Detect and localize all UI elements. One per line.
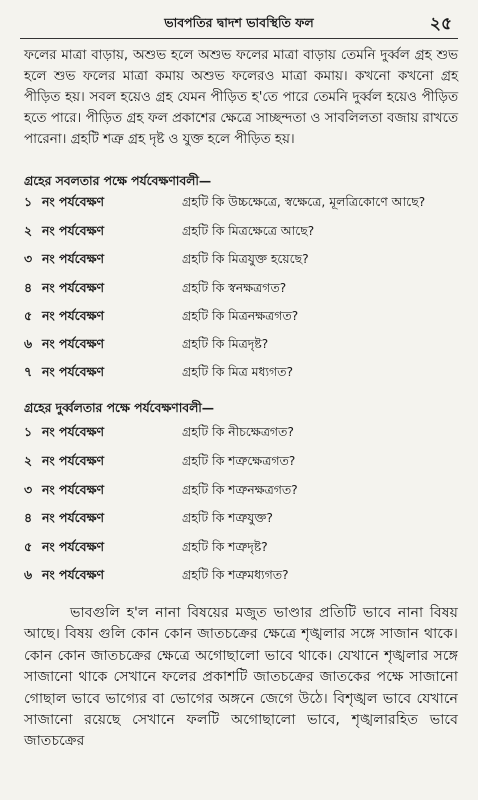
strength-heading: গ্রহের সবলতার পক্ষে পর্যবেক্ষণাবলী— xyxy=(24,174,212,188)
observation-number: ৪ xyxy=(24,279,33,295)
running-head: ভাবপতির দ্বাদশ ভাবস্থিতি ফল xyxy=(164,15,314,30)
observation-question: গ্রহটি কি স্বনক্ষত্রগত? xyxy=(182,279,287,295)
observation-label: নং পর্যবেক্ষণ xyxy=(42,279,104,295)
observation-number: ৫ xyxy=(24,538,33,554)
observation-row xyxy=(24,277,464,305)
observation-label: নং পর্যবেক্ষণ xyxy=(42,194,104,209)
observation-row xyxy=(24,479,464,508)
observation-label: নং পর্যবেক্ষণ xyxy=(42,364,104,380)
observation-question: গ্রহটি কি মিত্র মধ্যগত? xyxy=(182,364,294,380)
observation-number: ৬ xyxy=(24,567,33,583)
observation-question: গ্রহটি কি শত্রুমধ্যগত? xyxy=(182,567,289,583)
observation-question: গ্রহটি কি শত্রুনক্ষত্রগত? xyxy=(182,481,298,497)
observation-label: নং পর্যবেক্ষণ xyxy=(42,424,104,439)
observation-row xyxy=(24,248,464,276)
observation-number: ৩ xyxy=(24,251,33,267)
weakness-heading: গ্রহের দুর্ব্বলতার পক্ষে পর্যবেক্ষণাবলী— xyxy=(24,401,215,415)
observation-label: নং পর্যবেক্ষণ xyxy=(42,538,104,554)
observation-label: নং পর্যবেক্ষণ xyxy=(42,453,104,468)
observation-number: ৪ xyxy=(24,510,33,526)
observation-label: নং পর্যবেক্ষণ xyxy=(42,510,104,526)
observation-number: ৭ xyxy=(24,364,33,380)
observation-row xyxy=(24,194,464,220)
observation-number: ৩ xyxy=(24,481,33,497)
observation-row xyxy=(24,507,464,536)
observation-number: ২ xyxy=(24,453,33,468)
observation-number: ১ xyxy=(24,424,33,439)
observation-row xyxy=(24,424,464,450)
observation-question: গ্রহটি কি শত্রুদৃষ্ট? xyxy=(182,538,268,554)
observation-row xyxy=(24,305,464,333)
observation-number: ১ xyxy=(24,194,33,209)
observation-label: নং পর্যবেক্ষণ xyxy=(42,307,104,323)
observation-number: ২ xyxy=(24,223,33,238)
observation-question: গ্রহটি কি মিত্রক্ষেত্রে আছে? xyxy=(182,223,315,238)
observation-row xyxy=(24,361,464,389)
observation-question: গ্রহটি কি মিত্রযুক্ত হয়েছে? xyxy=(182,251,309,267)
page-number: ২৫ xyxy=(429,14,452,34)
observation-number: ৬ xyxy=(24,336,33,352)
strength-observation-list xyxy=(24,194,464,390)
weakness-observation-list xyxy=(24,424,464,593)
page-header xyxy=(0,10,478,38)
observation-row xyxy=(24,333,464,361)
observation-label: নং পর্যবেক্ষণ xyxy=(42,251,104,267)
observation-label: নং পর্যবেক্ষণ xyxy=(42,336,104,352)
observation-question: গ্রহটি কি উচ্চক্ষেত্রে, স্বক্ষেত্রে, মূলত্রিকোণে আছে? xyxy=(182,194,426,209)
observation-row xyxy=(24,536,464,565)
header-rule xyxy=(20,38,458,39)
observation-question: গ্রহটি কি শত্রুক্ষেত্রগত? xyxy=(182,453,296,468)
observation-row xyxy=(24,220,464,248)
observation-label: নং পর্যবেক্ষণ xyxy=(42,481,104,497)
observation-label: নং পর্যবেক্ষণ xyxy=(42,567,104,583)
observation-question: গ্রহটি কি নীচক্ষেত্রগত? xyxy=(182,424,294,439)
observation-question: গ্রহটি কি মিত্রনক্ষত্রগত? xyxy=(182,307,299,323)
closing-paragraph: ভাবগুলি হ'ল নানা বিষয়ের মজুত ভাণ্ডার প্রতিটি ভাবে নানা বিষয় আছে। বিষয় গুলি কোন কোন জাতচক্রের ক্ষেত্রে শৃঙ্খলার সঙ্গে সাজান থাকে। কোন কোন জাতচক্রের ক্ষেত্রে অগোছালো ভাবে থাকে। যেখানে শৃঙ্খলার সঙ্গে সাজানো থাকে সেখানে ফলের প্রকাশটি জাতচক্রের জাতকের পক্ষে সাজানো গোছাল ভাবে ভাগ্যের বা ভোগের অঙ্গনে জেগে উঠে। বিশৃঙ্খল ভাবে যেখানে সাজানো রয়েছে সেখানে ফলটি অগোছালো ভাবে, শৃঙ্খলারহিত ভাবে জাতচক্রের xyxy=(24,605,458,750)
observation-label: নং পর্যবেক্ষণ xyxy=(42,223,104,238)
intro-paragraph: ফলের মাত্রা বাড়ায়, অশুভ হলে অশুভ ফলের মাত্রা বাড়ায় তেমনি দুর্ব্বল গ্রহ শুভ হলে শুভ ফলের মাত্রা কমায় অশুভ ফলেরও মাত্রা কমায়। কখনো কখনো গ্রহ পীড়িত হয়। সবল হয়েও গ্রহ যেমন পীড়িত হ'তে পারে তেমনি দুর্ব্বল হয়েও পীড়িত হতে পারে। পীড়িত গ্রহ ফল প্রকাশের ক্ষেত্রে সাচ্ছন্দতা ও সাবলিলতা বজায় রাখতে পারেনা। গ্রহটি শত্রু গ্রহ দৃষ্ট ও যুক্ত হলে পীড়িত হয়। xyxy=(24,48,458,147)
observation-row xyxy=(24,450,464,479)
observation-question: গ্রহটি কি মিত্রদৃষ্ট? xyxy=(182,336,269,352)
observation-question: গ্রহটি কি শত্রুযুক্ত? xyxy=(182,510,273,526)
observation-number: ৫ xyxy=(24,307,33,323)
observation-row xyxy=(24,564,464,593)
